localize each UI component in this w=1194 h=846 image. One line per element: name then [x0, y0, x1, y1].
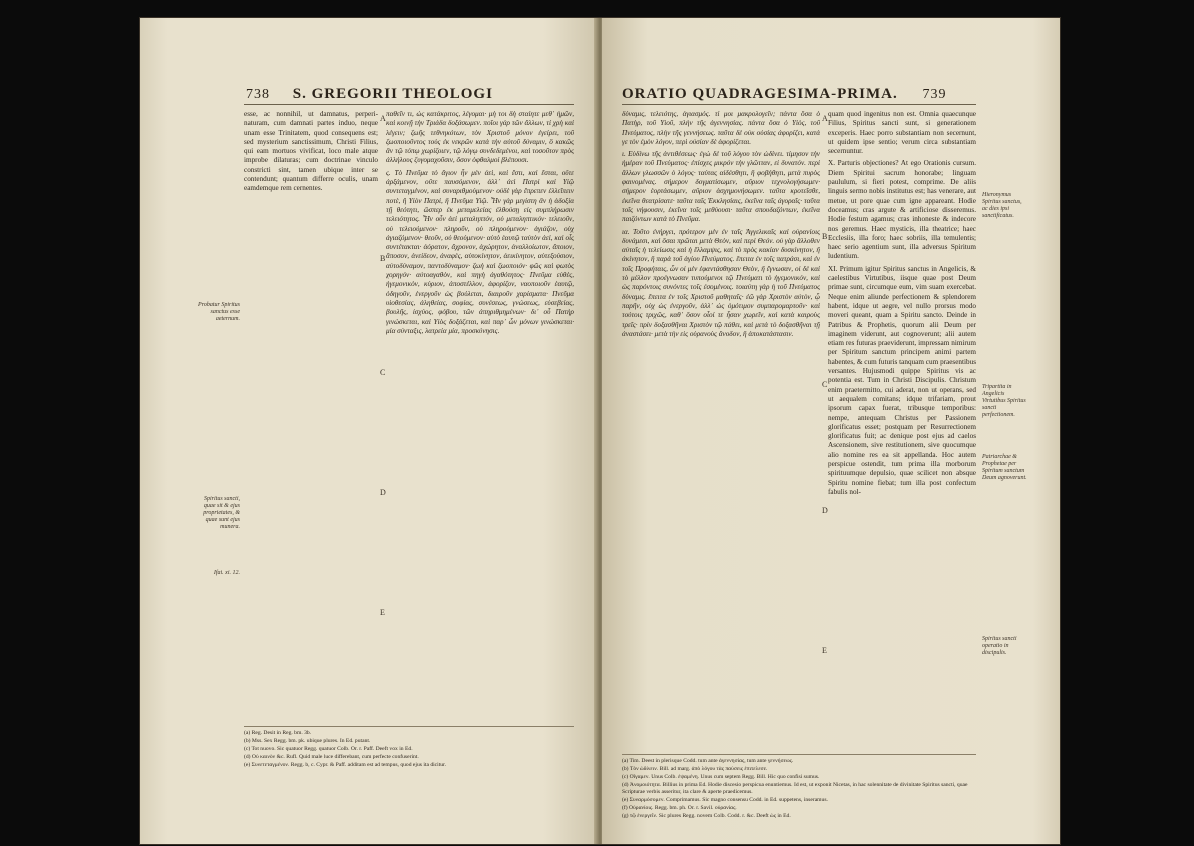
- right-side-letter: D: [822, 506, 828, 515]
- right-header-rule: [622, 104, 976, 105]
- footnote: (a) Tim. Deest in plerisque Codd. tum ante ἀγεννησίας, tum ante γεννήσεως.: [622, 758, 794, 764]
- right-greek-column: [622, 110, 820, 750]
- left-side-letter: B: [380, 254, 386, 263]
- left-footnotes: [244, 726, 574, 790]
- footnote: (f) Οὐρανίοις. Regg. bm. ph. Or. r. Savil. οὐρανίας.: [622, 805, 737, 811]
- left-latin-paragraph: esse, ac nonnihil, ut damnatus, perperi- naturam, cum damnati partes induo, neque unam esse Trinitatem, quod consequens est; sed mysterium sanctissimum, Christi Filius, qui eam mortuos vivificat, loco male atque improbe dilaturas; cum doctrinae vinculo constricti sint, tamen ubique inter se contendunt; quantum differre oculis, unam eamdemque rem cernentes.: [244, 110, 378, 193]
- book-spread: [140, 18, 1060, 844]
- right-greek-paragraph: ια. Τοῦτο ἐνήργει, πρότερον μὲν ἐν ταῖς Ἀγγελικαῖς καὶ οὐρανίοις δυνάμεσι, καὶ ὅσαι πρῶται μετὰ Θεὸν, καὶ περὶ Θεόν. οὐ γὰρ ἄλλοθεν αὐταῖς ἡ τελείωσις καὶ ἡ ἔλλαμψις, καὶ τὸ πρὸς κακίαν δυσκίνητον, ἢ ἀκίνητον, ἢ παρὰ τοῦ ἁγίου Πνεύματος. ἔπειτα ἐν τοῖς πατράσι, καὶ ἐν τοῖς Προφήταις, ὧν οἱ μὲν ἐφαντάσθησαν Θεὸν, ἢ ἔγνωσαν, οἱ δὲ καὶ τὸ μέλλον προέγνωσαν τυπούμενοι τῷ Πνεύματι τὸ ἡγεμονικόν, καὶ ὡς παρόντοις συνόντες τοῖς ἐσομένοις. τοιαύτη γὰρ ἡ τοῦ Πνεύματος δύναμις. ἔπειτα ἐν τοῖς Χριστοῦ μαθηταῖς· ἐῶ γὰρ Χριστὸν αὐτὸν, ᾧ παρῆν, οὐχ ὡς ἐνεργοῦν, ἀλλ᾽ ὡς ὁμότιμον συμπαρομαρτοῦν· καὶ τούτοις τριχῶς, καθ᾽ ὅσον οἷοί τε ἦσαν χωρεῖν, καὶ κατὰ καιροὺς τρεῖς· πρὶν δοξασθῆναι Χριστὸν τῷ πάθει, καὶ μετὰ τὸ δοξασθῆναι τῇ ἀναστάσει· μετὰ τὴν εἰς οὐρανοὺς ἄνοδον, ἢ ἀποκατάστασιν.: [622, 227, 820, 338]
- right-latin-paragraph: quam quod ingenitus non est. Omnia quaecunque Filius, Spiritus sancti sunt, si generationem exceperis. Haec porro substantiam non secernunt, ut quidem ipse sentio; verum circa substantiam secernuntur.: [828, 110, 976, 156]
- right-margin-note: Spiritus sancti operatio in discipulis.: [982, 636, 1017, 656]
- right-side-letter: B: [822, 232, 828, 241]
- left-margin-note: Spiritus sancti, quae sit & ejus proprietates, & quae sunt ejus munera.: [203, 496, 240, 530]
- left-page-number: 738: [246, 87, 270, 102]
- right-page: [602, 18, 1060, 844]
- footnote: (d) Ἀνομοιότητα. Billius in prima Ed. Hodie discesio perspicua enuntiemus. Id est, ut exponit Nicetas, in hac solennitate de divinitate Spiritus sancti, quae Scripturae verbis asseritur, ita clare & aperte praedicemus.: [622, 782, 968, 795]
- right-latin-paragraph: XI. Primum igitur Spiritus sanctus in Angelicis, & caelestibus Virtutibus, iisque quae post Deum primae sunt, circumque eum, vim suam exercebat. Neque enim aliunde perfectionem & splendorem habent, idque ut aegre, vel nullo prorsus modo moveri queant, quam a Spiritu sancto. Deinde in Patribus & Prophetis, quorum alii Deum per imaginem viderunt, aut cognoverunt; alii autem etiam res futuras praeviderunt, impressam nimirum per Spiritum sanctum principem animi partem habentes, & cum futuris tanquam cum praesentibus versantes. Hujusmodi quippe Spiritus vis ac potentia est. Tum in Christi Discipulis. Christum enim praetermitto, cui aderat, non ut operans, sed ut aequalem comitans; idque trifariam, prout ipsorum capax fuerat, tribusque temporibus: nempe, antequam Christus per Passionem glorificatus esset; postquam per Resurrectionem glorificatus fuit; ac denique post ejus ad caelos Ascensionem, sive restitutionem, sive quocumque alio nomine res ea sit appellanda. Hoc autem perspicue ostendit, tum prima illa morborum spirituumque depulsio, quae scilicet non absque Spiritu nomine fiebat; tum illa post confectum fabulis nol-: [828, 264, 976, 496]
- right-side-letter: C: [822, 380, 828, 389]
- right-latin-paragraph: X. Parturis objectiones? At ego Orationis cursum. Diem Spiritui sacrum honorabe; linguam paululum, si fieri potest, comprime. De aliis linguis sermo nobis institutus est; has venerare, aut metue, ut pore quae cum igne appareant. Hodie doceamus; cras argute & artificiose disseremus. Hodie festum agamus; cras inhoneste & indecore nos geremus. Haec mysticis, illa theatrice; haec Ecclesiis, illa foro; haec sobriis, illa temulentis; haec serio agentium sunt, illa adversus Spiritum ludentium.: [828, 159, 976, 261]
- left-greek-paragraph: ς. Τὸ Πνεῦμα τὸ ἅγιον ἦν μὲν ἀεὶ, καὶ ἔστι, καὶ ἔσται, οὔτε ἀρξάμενον, οὔτε παυσόμενον, ἀλλ᾽ ἀεὶ Πατρὶ καὶ Υἱῷ συντεταγμένον, καὶ συναριθμούμενον· οὐδὲ γὰρ ἔπρεπεν ἐλλεῖπειν ποτὲ, ἢ Υἱὸν Πατρὶ, ἢ Πνεῦμα Υἱῷ. Ἦν γὰρ μεγίστη ἂν ἡ ἀδοξία τῇ θεότητι, ὥσπερ ἐκ μεταμελείας ἐλθούσῃ εἰς συμπλήρωσιν τελειότητος. Ἦν οὖν ἀεὶ μεταληπτόν, οὐ μεταληπτικόν· τελειοῦν, οὐ τελειούμενον· πληροῦν, οὐ πληρούμενον· ἁγιάζον, οὐχ ἁγιαζόμενον· θεοῦν, οὐ θεούμενον· αὐτὸ ἑαυτῷ ταὐτὸν ἀεὶ, καὶ οἷς συντέτακται· ἀόρατον, ἄχρονον, ἀχώρητον, ἀναλλοίωτον, ἄποιον, ἄποσον, ἀνείδεον, ἀναφὲς, αὐτοκίνητον, ἀεικίνητον, αὐτεξούσιον, αὐτοδύναμον, παντοδύναμον· ζωὴ καὶ ζωοποιόν· φῶς καὶ φωτὸς χορηγόν· αὐτοαγαθὸν, καὶ πηγὴ ἀγαθότητος· Πνεῦμα εὐθὲς, ἡγεμονικὸν, κύριον, ἀποστέλλον, ἀφορίζον, ναοποιοῦν ἑαυτῷ, ὁδηγοῦν, ἐνεργοῦν ὡς βούλεται, διαιροῦν χαρίσματα· Πνεῦμα υἱοθεσίας, ἀληθείας, σοφίας, συνέσεως, γνώσεως, εὐσεβείας, βουλῆς, ἰσχύος, φόβου, τῶν ἀπηριθμημένων· δι᾽ οὗ Πατὴρ γινώσκεται, καὶ Υἱὸς δοξάζεται, καὶ παρ᾽ ὧν μόνων γινώσκεται· μία σύνταξις, λατρεία μία, προσκύνησις.: [386, 168, 574, 335]
- footnote: (c) Οἴγαμεν. Unus Colb. ἐψαμένη. Unus cum septem Regg. Bill. Hic quo confisi sumus.: [622, 774, 820, 780]
- footnote: (b) Τὸν ὠδίνειν. Bill. ad marg. ἀπὸ λόγου τὰς παύσεις ἐπιτελεσε.: [622, 766, 768, 772]
- right-page-number: 739: [922, 87, 947, 102]
- right-running-head-title: ORATIO QUADRAGESIMA-PRIMA.: [622, 86, 898, 102]
- right-latin-column: [828, 110, 976, 720]
- footnote: (c) Tot nuovo. Sic quatuor Regg. quatuor Colb. Or. r. Paff. Deeft vox in Ed.: [244, 746, 413, 752]
- right-greek-paragraph: δύναμις, τελειότης, ἁγιασμός. τί μοι μακρολογεῖν; πάντα ὅσα ὁ Πατὴρ, τοῦ Υἱοῦ, πλὴν τῆς ἀγεννησίας. πάντα ὅσα ὁ Υἱὸς, τοῦ Πνεύματος, πλὴν τῆς γεννήσεως. ταῦτα δὲ οὐκ οὐσίας ἀφορίζει, κατά γε τὸν ἐμὸν λόγον, περὶ οὐσίαν δὲ ἀφορίζεται.: [622, 110, 820, 146]
- left-latin-column: [244, 110, 378, 720]
- footnote: (a) Reg. Desit in Reg. bm. 3b.: [244, 730, 312, 736]
- footnote: (g) τῷ ἐνεργεῖν. Sic plures Regg. novem Colb. Codd. r. &c. Deeft ὡς in Ed.: [622, 813, 791, 819]
- right-side-letter: E: [822, 646, 827, 655]
- left-margin-note: Ifai. xi. 12.: [213, 570, 240, 576]
- left-side-letter: E: [380, 608, 385, 617]
- right-margin-note: Hieronymus Spiritus sanctus, ac dies ipsi sanctificatus.: [982, 192, 1022, 219]
- left-running-header: [246, 86, 586, 103]
- right-footnotes: [622, 754, 976, 822]
- right-greek-paragraph: ι. Εὐδίνω τῆς ἀντιθέσεως· ἐγὼ δὲ τοῦ λόγου τὸν ὠδίνει. τίμησον τὴν ἡμέραν τοῦ Πνεύματος· ἐπίσχες μικρόν τὴν γλῶτταν, εἰ δυνατόν. περὶ ἄλλων γλωσσῶν ὁ λόγος· ταύτας αἰδέσθητι, ἢ φοβήθητι, μετὰ πυρὸς φαινομένας. σήμερον δογματίσωμεν, αὔριον τεχνολογήσωμεν· σήμερον ἑορτάσωμεν, αὔριον ἀσχημονήσωμεν. ταῦτα κροτεῖσθε, ἐκεῖνα θεατρίσατε· ταῦτα ταῖς Ἐκκλησίαις, ἐκεῖνα ταῖς ἀγοραῖς· ταῦτα τοῖς νήφουσιν, ἐκεῖνα τοῖς μεθύουσι· ταῦτα σπουδαζόντων, ἐκεῖνα παιζόντων κατὰ τὸ Πνεῦμα.: [622, 150, 820, 224]
- footnote: (d) Οὐ καινὸν &c. Rufl. Quid male luce differebant, cum perfecte confuserint.: [244, 754, 419, 760]
- left-side-letter: D: [380, 488, 386, 497]
- right-running-header: [622, 86, 962, 103]
- footnote: (b) Mss. Sex Regg. bm. pk. ubique plures. In Ed. putant.: [244, 738, 371, 744]
- right-margin-note: Patriarchae & Prophetae per Spiritum sanctum Deum agnoverunt.: [982, 454, 1027, 481]
- left-running-head-title: S. GREGORII THEOLOGI: [292, 86, 493, 102]
- right-side-letter: A: [822, 114, 828, 123]
- left-margin-note: Probatur Spiritus sanctus esse aeternum.: [198, 302, 240, 322]
- footnote: (e) Συναρμόσομεν. Comprimamus. Sic magno consensu Codd. in Ed. suppetens, inseramus.: [622, 797, 828, 803]
- left-page: [140, 18, 598, 844]
- left-greek-paragraph: παθεῖν τι, ὡς κατάκριτος, λέγομαι· μὴ τοι δὴ σταίητε μεθ᾽ ἡμῶν, καὶ κοινῇ τὴν Τριάδα δοξάσωμεν. ποῖοι γάρ τῶν ἄλλων, τί χρὴ καὶ λέγειν; ζωῆς τεθνηκότων, τὸν Χριστοῦ μόνον ἐγείρει, τοῦ ζωοποιοῦντος τοὺς ἐκ νεκρῶν κατὰ τὴν αὐτοῦ δύναμιν, ὃ κακῶς ἂν τῷ τόπῳ χωρίζοιεν, τῷ λόγῳ συνδεδεμένοι, καὶ τοσοῦτον πρὸς ἀλλήλους ζυγομαχοῦσιν, ὅσον ὀφθαλμοί βλέπουσι.: [386, 110, 574, 165]
- left-side-letter: C: [380, 368, 386, 377]
- right-margin-note: Tripartita in Angelicis Virtutibus Spiritus sancti perfectionem.: [982, 384, 1026, 418]
- left-greek-column: [386, 110, 574, 720]
- left-side-letter: A: [380, 114, 386, 123]
- left-header-rule: [244, 104, 574, 105]
- footnote: (e) Συνετεταγμένον. Regg. b, c. Cypr. & Paff. additam est ad tempus, quod ejus ita dicitur.: [244, 762, 447, 768]
